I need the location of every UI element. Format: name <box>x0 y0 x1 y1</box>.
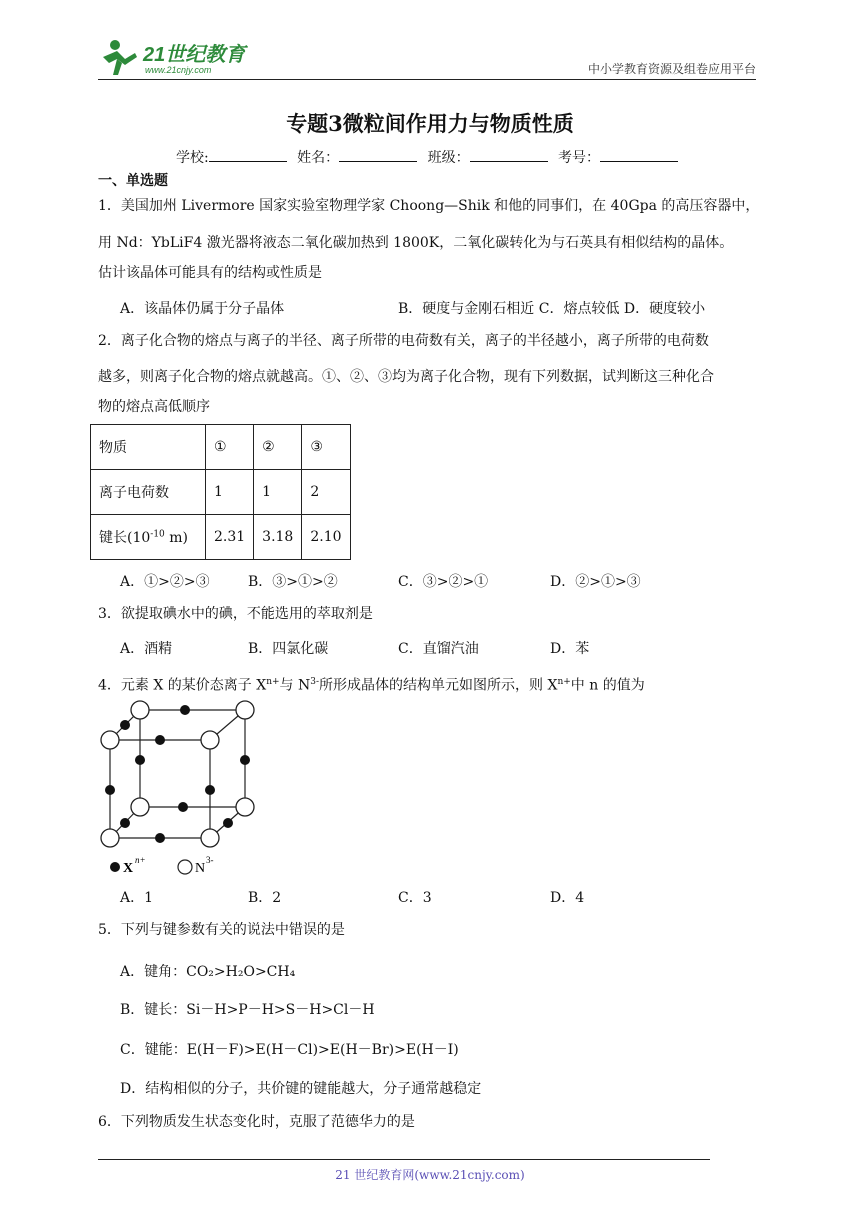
table-cell: 物质 <box>91 425 206 470</box>
q3-option-b: B．四氯化碳 <box>248 641 329 657</box>
table-row <box>91 470 351 515</box>
footer-divider <box>98 1159 710 1160</box>
legend-x-label: X <box>123 861 134 876</box>
school-label: 学校: <box>175 150 209 166</box>
table-cell: 1 <box>254 470 302 515</box>
q4-sup-b: 3- <box>310 677 320 687</box>
q2-option-c: C．③>②>① <box>398 574 489 590</box>
table-cell: ③ <box>302 425 350 470</box>
q5-option-d: D．结构相似的分子，共价键的键能越大，分子通常越稳定 <box>120 1081 482 1097</box>
table-cell: 离子电荷数 <box>91 470 206 515</box>
q4-text-b: 与 N <box>279 677 311 694</box>
q1-line3: 估计该晶体可能具有的结构或性质是 <box>98 265 322 281</box>
table-cell <box>91 515 206 560</box>
q4-text-a: 4．元素 X 的某价态离子 X <box>98 677 267 694</box>
bond-length-unit: m) <box>164 530 188 546</box>
school-blank <box>209 148 287 162</box>
bond-length-label: 键长(10 <box>99 530 151 546</box>
q2-line2: 越多，则离子化合物的熔点就越高。①、②、③均为离子化合物，现有下列数据，试判断这三种化合 <box>98 369 714 385</box>
q4-option-d: D．4 <box>550 890 585 906</box>
q4-option-a: A．1 <box>120 890 154 906</box>
q3-line1: 3．欲提取碘水中的碘，不能选用的萃取剂是 <box>98 606 373 622</box>
legend-x-sup: n+ <box>135 855 146 865</box>
footer-text: 21 世纪教育网(www.21cnjy.com) <box>335 1168 525 1182</box>
q4-text-d: 中 n 的值为 <box>570 677 645 694</box>
q3-option-a: A．酒精 <box>120 641 173 657</box>
q4-option-c: C．3 <box>398 890 432 906</box>
q6-line1: 6．下列物质发生状态变化时，克服了范德华力的是 <box>98 1114 415 1130</box>
header-divider <box>98 79 756 80</box>
q4-line1 <box>98 673 645 695</box>
name-blank <box>339 148 417 162</box>
site-logo <box>95 35 265 79</box>
exam-no-blank <box>600 148 678 162</box>
section-heading: 一、单选题 <box>98 173 168 189</box>
table-cell: 2 <box>302 470 350 515</box>
table-cell: 3.18 <box>254 515 302 560</box>
legend-x-dot <box>110 862 120 872</box>
table-cell: 2.31 <box>206 515 254 560</box>
q2-line3: 物的熔点高低顺序 <box>98 399 210 415</box>
table-cell: ② <box>254 425 302 470</box>
legend-n-label: N <box>195 861 206 876</box>
q4-option-b: B．2 <box>248 890 282 906</box>
crystal-cell-diagram <box>95 695 265 884</box>
table-row <box>91 425 351 470</box>
legend-n-sup: 3- <box>206 855 214 865</box>
q5-option-b: B．键长：Si－H>P－H>S－H>Cl－H <box>120 1002 375 1018</box>
q5-option-a: A．键角：CO₂>H₂O>CH₄ <box>120 964 296 980</box>
x-ion-dots <box>105 705 250 843</box>
q2-option-d: D．②>①>③ <box>550 574 641 590</box>
q2-option-a: A．①>②>③ <box>120 574 210 590</box>
q1-line1: 1．美国加州 Livermore 国家实验室物理学家 Choong—Shik 和他的同事们，在 40Gpa 的高压容器中， <box>98 198 760 214</box>
q4-text-c: 所形成晶体的结构单元如图所示，则 X <box>319 677 558 694</box>
q4-sup-a: n+ <box>266 677 280 687</box>
q5-option-c: C．键能：E(H－F)>E(H－Cl)>E(H－Br)>E(H－I) <box>120 1042 459 1058</box>
platform-label: 中小学教育资源及组卷应用平台 <box>587 62 756 76</box>
student-info <box>0 147 860 167</box>
legend-n-circle <box>178 860 192 874</box>
page-title: 专题3微粒间作用力与物质性质 <box>286 111 574 136</box>
name-label: 姓名： <box>297 150 340 166</box>
table-cell: 1 <box>206 470 254 515</box>
q3-option-c: C．直馏汽油 <box>398 641 479 657</box>
logo-url: www.21cnjy.com <box>145 65 212 75</box>
table-row <box>91 515 351 560</box>
class-label: 班级： <box>427 150 470 166</box>
class-blank <box>470 148 548 162</box>
data-table <box>90 424 351 560</box>
q3-option-d: D．苯 <box>550 641 590 657</box>
q1-option-a: A．该晶体仍属于分子晶体 <box>120 301 285 317</box>
q2-line1: 2．离子化合物的熔点与离子的半径、离子所带的电荷数有关，离子的半径越小，离子所带的电荷数 <box>98 333 709 349</box>
exam-no-label: 考号： <box>558 150 601 166</box>
table-cell: ① <box>206 425 254 470</box>
q2-option-b: B．③>①>② <box>248 574 338 590</box>
bond-length-exp: -10 <box>150 529 165 540</box>
q1-line2: 用 Nd：YbLiF4 激光器将液态二氧化碳加热到 1800K，二氧化碳转化为与石英具有相似结构的晶体。 <box>98 235 734 251</box>
q1-option-bcd: B．硬度与金刚石相近 C．熔点较低 D．硬度较小 <box>398 301 706 317</box>
q4-sup-c: n+ <box>557 677 571 687</box>
q5-line1: 5．下列与键参数有关的说法中错误的是 <box>98 922 345 938</box>
logo-text: 21世纪教育 <box>143 44 246 66</box>
table-cell: 2.10 <box>302 515 350 560</box>
